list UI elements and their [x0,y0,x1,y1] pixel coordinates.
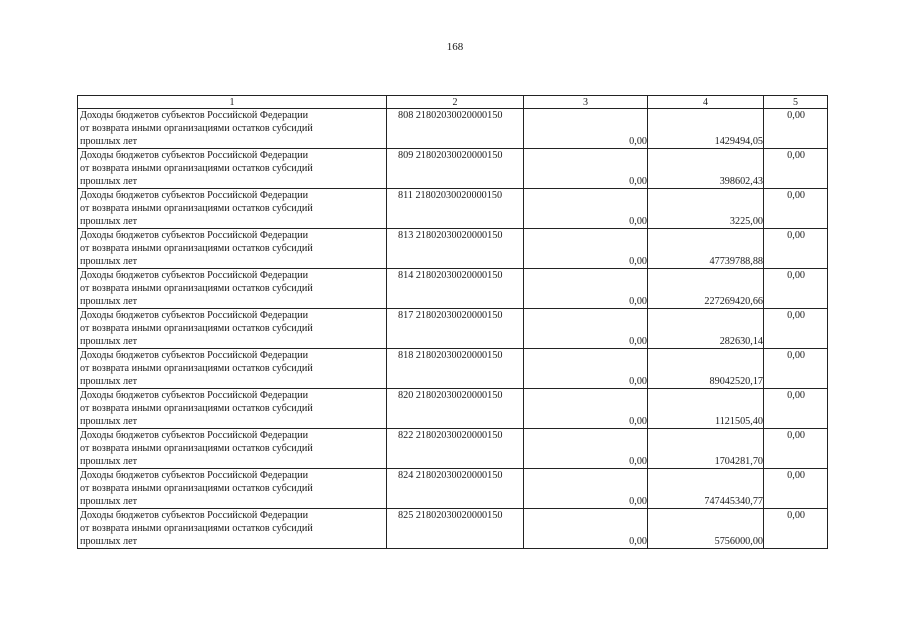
budget-classification-code: 825 21802030020000150 [387,509,524,549]
column-4-value: 398602,43 [648,149,764,189]
budget-classification-code: 813 21802030020000150 [387,229,524,269]
row-description: Доходы бюджетов субъектов Российской Федерации от возврата иными организациями остатков субсидий прошлых лет [78,189,387,229]
table-row [78,189,828,229]
budget-classification-code: 808 21802030020000150 [387,109,524,149]
table-row [78,429,828,469]
table-body [78,109,828,549]
table-row [78,229,828,269]
column-4-value: 5756000,00 [648,509,764,549]
column-3-value: 0,00 [524,189,648,229]
column-4-value: 227269420,66 [648,269,764,309]
column-header: 2 [387,96,524,109]
column-3-value: 0,00 [524,389,648,429]
column-3-value: 0,00 [524,429,648,469]
row-description: Доходы бюджетов субъектов Российской Федерации от возврата иными организациями остатков субсидий прошлых лет [78,469,387,509]
table-row [78,509,828,549]
row-description: Доходы бюджетов субъектов Российской Федерации от возврата иными организациями остатков субсидий прошлых лет [78,309,387,349]
row-description: Доходы бюджетов субъектов Российской Федерации от возврата иными организациями остатков субсидий прошлых лет [78,349,387,389]
table-row [78,269,828,309]
column-4-value: 47739788,88 [648,229,764,269]
row-description: Доходы бюджетов субъектов Российской Федерации от возврата иными организациями остатков субсидий прошлых лет [78,269,387,309]
budget-classification-code: 809 21802030020000150 [387,149,524,189]
table-row [78,469,828,509]
budget-classification-code: 814 21802030020000150 [387,269,524,309]
column-4-value: 1121505,40 [648,389,764,429]
column-4-value: 1429494,05 [648,109,764,149]
budget-classification-code: 818 21802030020000150 [387,349,524,389]
column-3-value: 0,00 [524,109,648,149]
column-5-value: 0,00 [764,149,828,189]
column-5-value: 0,00 [764,389,828,429]
column-4-value: 3225,00 [648,189,764,229]
budget-classification-code: 824 21802030020000150 [387,469,524,509]
column-header: 1 [78,96,387,109]
table-row [78,389,828,429]
column-4-value: 282630,14 [648,309,764,349]
column-4-value: 1704281,70 [648,429,764,469]
page-number: 168 [446,41,464,53]
budget-classification-code: 817 21802030020000150 [387,309,524,349]
column-3-value: 0,00 [524,309,648,349]
table-row [78,309,828,349]
row-description: Доходы бюджетов субъектов Российской Федерации от возврата иными организациями остатков субсидий прошлых лет [78,149,387,189]
column-3-value: 0,00 [524,149,648,189]
row-description: Доходы бюджетов субъектов Российской Федерации от возврата иными организациями остатков субсидий прошлых лет [78,229,387,269]
budget-classification-code: 811 21802030020000150 [387,189,524,229]
table-header-row [78,96,828,109]
table-row [78,349,828,389]
column-3-value: 0,00 [524,509,648,549]
column-5-value: 0,00 [764,429,828,469]
column-5-value: 0,00 [764,269,828,309]
column-5-value: 0,00 [764,349,828,389]
column-3-value: 0,00 [524,229,648,269]
row-description: Доходы бюджетов субъектов Российской Федерации от возврата иными организациями остатков субсидий прошлых лет [78,509,387,549]
budget-revenue-table [77,95,828,549]
column-5-value: 0,00 [764,109,828,149]
column-4-value: 747445340,77 [648,469,764,509]
column-5-value: 0,00 [764,309,828,349]
column-5-value: 0,00 [764,229,828,269]
row-description: Доходы бюджетов субъектов Российской Федерации от возврата иными организациями остатков субсидий прошлых лет [78,109,387,149]
budget-classification-code: 820 21802030020000150 [387,389,524,429]
budget-classification-code: 822 21802030020000150 [387,429,524,469]
column-header: 4 [648,96,764,109]
column-3-value: 0,00 [524,469,648,509]
column-3-value: 0,00 [524,269,648,309]
row-description: Доходы бюджетов субъектов Российской Федерации от возврата иными организациями остатков субсидий прошлых лет [78,429,387,469]
column-5-value: 0,00 [764,469,828,509]
table-row [78,149,828,189]
column-3-value: 0,00 [524,349,648,389]
row-description: Доходы бюджетов субъектов Российской Федерации от возврата иными организациями остатков субсидий прошлых лет [78,389,387,429]
column-5-value: 0,00 [764,189,828,229]
column-header: 5 [764,96,828,109]
column-header: 3 [524,96,648,109]
table-row [78,109,828,149]
column-4-value: 89042520,17 [648,349,764,389]
column-5-value: 0,00 [764,509,828,549]
